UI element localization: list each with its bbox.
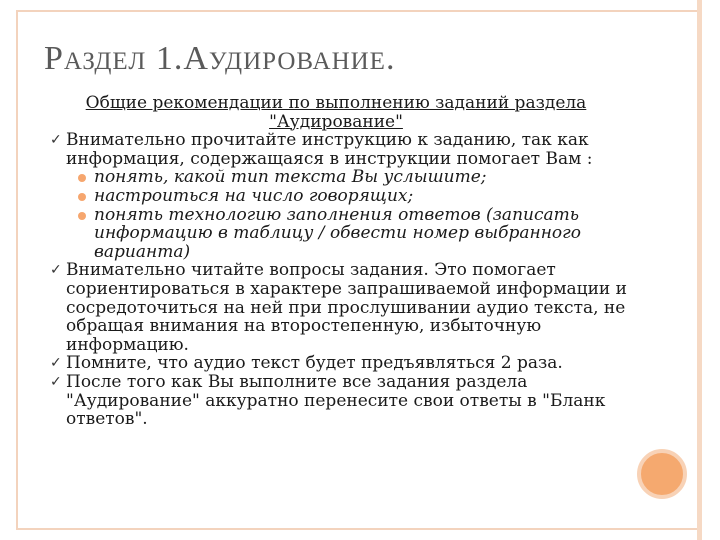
- list-item-text: Внимательно прочитайте инструкцию к заданию, так как информация, содержащаяся в инструкции помогает Вам :: [66, 130, 593, 169]
- list-item: [50, 371, 636, 430]
- bullet-icon: [78, 212, 86, 220]
- sub-list: [66, 168, 636, 261]
- decorative-strip: [697, 0, 702, 540]
- list-item: [50, 260, 636, 355]
- checkmark-icon: ✓: [50, 355, 62, 372]
- list-item-text: После того как Вы выполните все задания раздела "Аудирование" аккуратно перенесите свои ответы в "Бланк ответов".: [66, 371, 606, 430]
- checkmark-icon: ✓: [50, 262, 62, 279]
- list-item-text: Помните, что аудио текст будет предъявляться 2 раза.: [66, 353, 563, 374]
- checkmark-icon: ✓: [50, 132, 62, 149]
- slide-title: РАЗДЕЛ 1.АУДИРОВАНИЕ.: [44, 40, 396, 77]
- intro-heading: Общие рекомендации по выполнению заданий раздела "Аудирование": [85, 93, 587, 132]
- sub-list-item: понять, какой тип текста Вы услышите;: [66, 168, 636, 187]
- slide-body: [50, 93, 636, 430]
- sub-list-item: понять технологию заполнения ответов (записать информацию в таблицу / обвести номер выбранного варианта): [66, 206, 636, 262]
- bullet-icon: [78, 193, 86, 201]
- list-item: [50, 130, 636, 262]
- sub-list-item: настроиться на число говорящих;: [66, 187, 636, 206]
- checkmark-icon: ✓: [50, 373, 62, 390]
- list-item: [50, 353, 636, 374]
- decorative-circle: [637, 449, 687, 499]
- list-item-text: Внимательно читайте вопросы задания. Это помогает сориентироваться в характере запрашиваемой информации и сосредоточиться на ней при прослушивании аудио текста, не обращая внимания на второстепенную, избыточную информацию.: [66, 260, 627, 355]
- bullet-icon: [78, 174, 86, 182]
